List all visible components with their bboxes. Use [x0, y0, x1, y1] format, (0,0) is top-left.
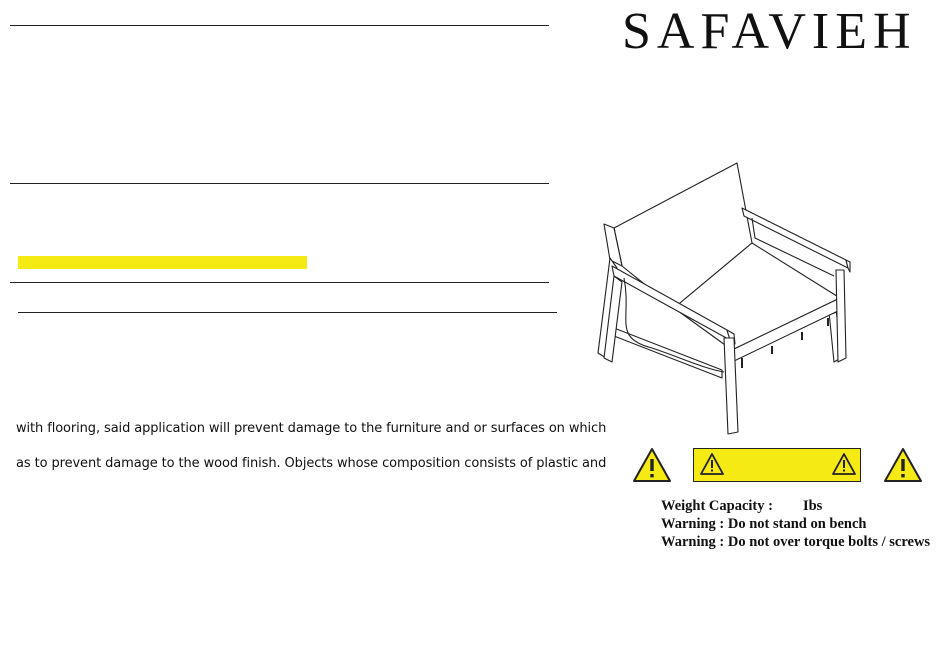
warning-triangle-icon: [832, 453, 856, 475]
brand-logo: SAFAVIEH: [622, 3, 917, 60]
warning-torque: Warning : Do not over torque bolts / screws: [661, 534, 931, 550]
highlight-bar: [18, 256, 307, 269]
weight-capacity-line: [661, 498, 822, 515]
warning-triangle-icon: [883, 447, 923, 483]
weight-unit: Ibs: [802, 498, 823, 514]
warning-stand: Warning : Do not stand on bench: [661, 516, 867, 532]
body-text-line-1: with flooring, said application will prevent damage to the furniture and or surfaces on which: [16, 421, 607, 436]
section-rule-3: [10, 282, 549, 283]
section-rule-1: [10, 25, 549, 26]
warning-banner: [693, 448, 861, 482]
section-rule-4: [18, 312, 557, 313]
body-text-line-2: as to prevent damage to the wood finish. Objects whose composition consists of plastic and: [16, 456, 607, 471]
warning-triangle-icon: [700, 453, 724, 475]
armchair-illustration: [592, 158, 854, 438]
weight-capacity-label: Weight Capacity :: [661, 498, 773, 514]
section-rule-2: [10, 183, 549, 184]
warning-triangle-icon: [632, 447, 672, 483]
